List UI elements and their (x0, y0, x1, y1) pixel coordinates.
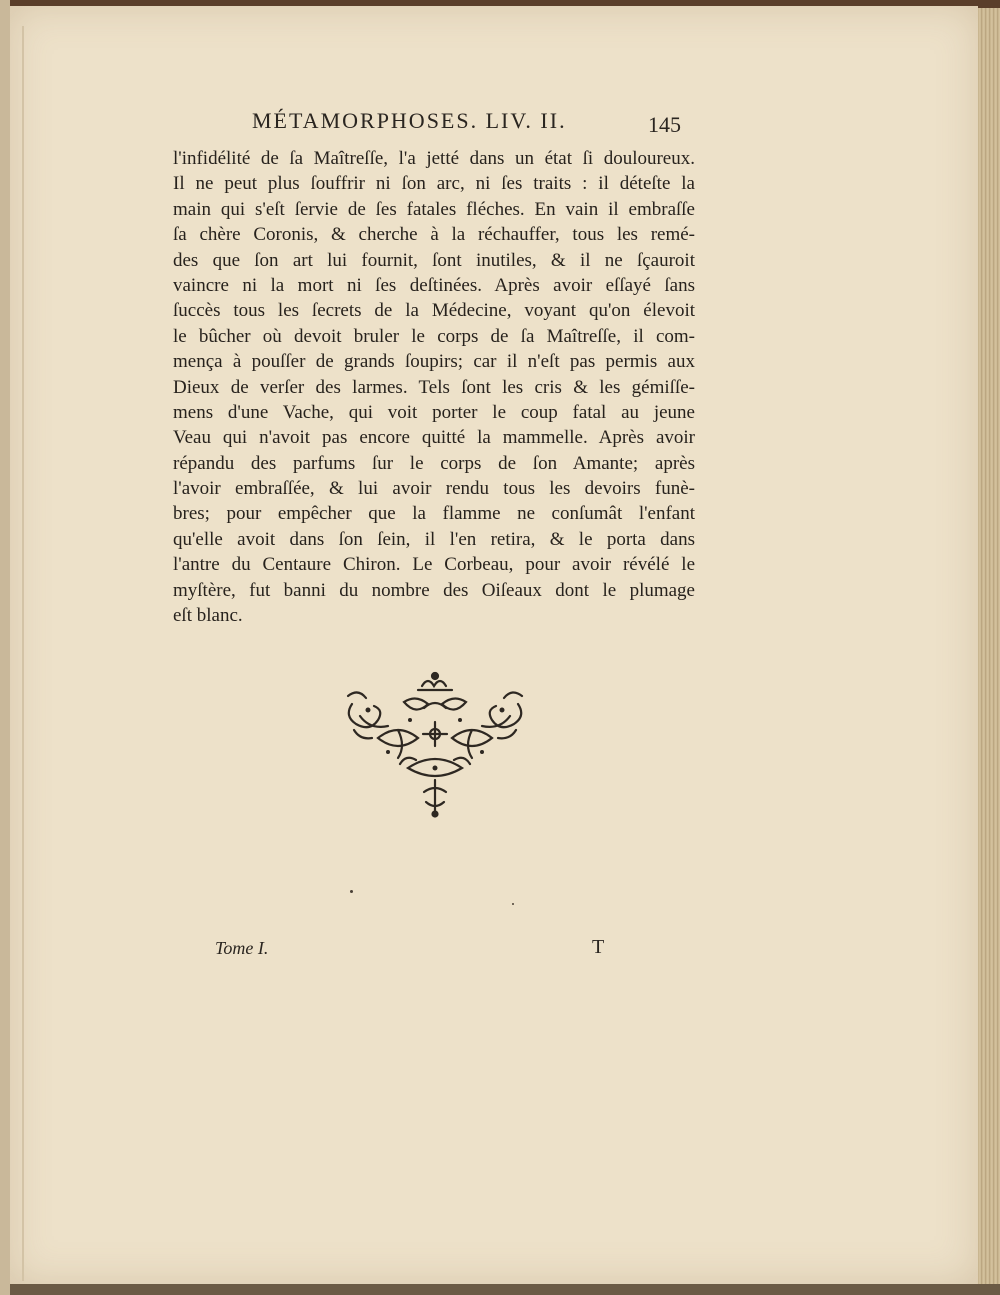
text-line: l'antre du Centaure Chiron. Le Corbeau, pour avoir révélé le (173, 554, 695, 576)
body-text (173, 146, 695, 628)
text-line: mens d'une Vache, qui voit porter le coup fatal au jeune (173, 401, 695, 423)
text-line: des que ſon art lui fournit, ſont inutiles, & il ne ſçauroit (173, 249, 695, 271)
text-line: Veau qui n'avoit pas encore quitté la mammelle. Après avoir (173, 427, 695, 449)
signature-mark: T (592, 936, 605, 958)
binding-left-edge (0, 0, 10, 1295)
text-line: le bûcher où devoit bruler le corps de ſa Maîtreſſe, il com- (173, 325, 695, 347)
text-line: ſuccès tous les ſecrets de la Médecine, voyant qu'on élevoit (173, 300, 695, 322)
text-line: Il ne peut plus ſouffrir ni ſon arc, ni ſes traits : il déteſte la (173, 173, 695, 195)
ink-speck (512, 903, 514, 905)
text-line: répandu des parfums ſur le corps de ſon Amante; après (173, 452, 695, 474)
running-head: MÉTAMORPHOSES. LIV. II. (252, 108, 567, 133)
page-fore-edge (978, 8, 1000, 1284)
gutter-line (22, 26, 24, 1281)
page-footer (215, 938, 615, 968)
text-line: Dieux de verſer des larmes. Tels ſont les cris & les gémiſſe- (173, 376, 695, 398)
text-line: myſtère, fut banni du nombre des Oiſeaux dont le plumage (173, 579, 695, 601)
page-header (238, 108, 688, 144)
text-line: l'infidélité de ſa Maîtreſſe, l'a jetté dans un état ſi douloureux. (173, 148, 695, 169)
ink-speck (350, 890, 353, 893)
text-line: qu'elle avoit dans ſon ſein, il l'en retira, & le porta dans (173, 528, 695, 550)
text-line: vaincre ni la mort ni ſes deſtinées. Après avoir eſſayé ſans (173, 274, 695, 296)
text-line: bres; pour empêcher que la flamme ne conſumât l'enfant (173, 503, 695, 525)
volume-label: Tome I. (215, 938, 269, 958)
text-line: main qui s'eſt ſervie de ſes fatales fléches. En vain il embraſſe (173, 198, 695, 220)
page-number: 145 (648, 112, 681, 137)
text-line: ſa chère Coronis, & cherche à la réchauffer, tous les remé- (173, 224, 695, 246)
text-line: l'avoir embraſſée, & lui avoir rendu tous les devoirs funè- (173, 478, 695, 500)
floral-ornament-icon (338, 668, 532, 820)
text-line-last: eſt blanc. (173, 605, 243, 627)
text-line: mença à pouſſer de grands ſoupirs; car il n'eſt pas permis aux (173, 351, 695, 373)
